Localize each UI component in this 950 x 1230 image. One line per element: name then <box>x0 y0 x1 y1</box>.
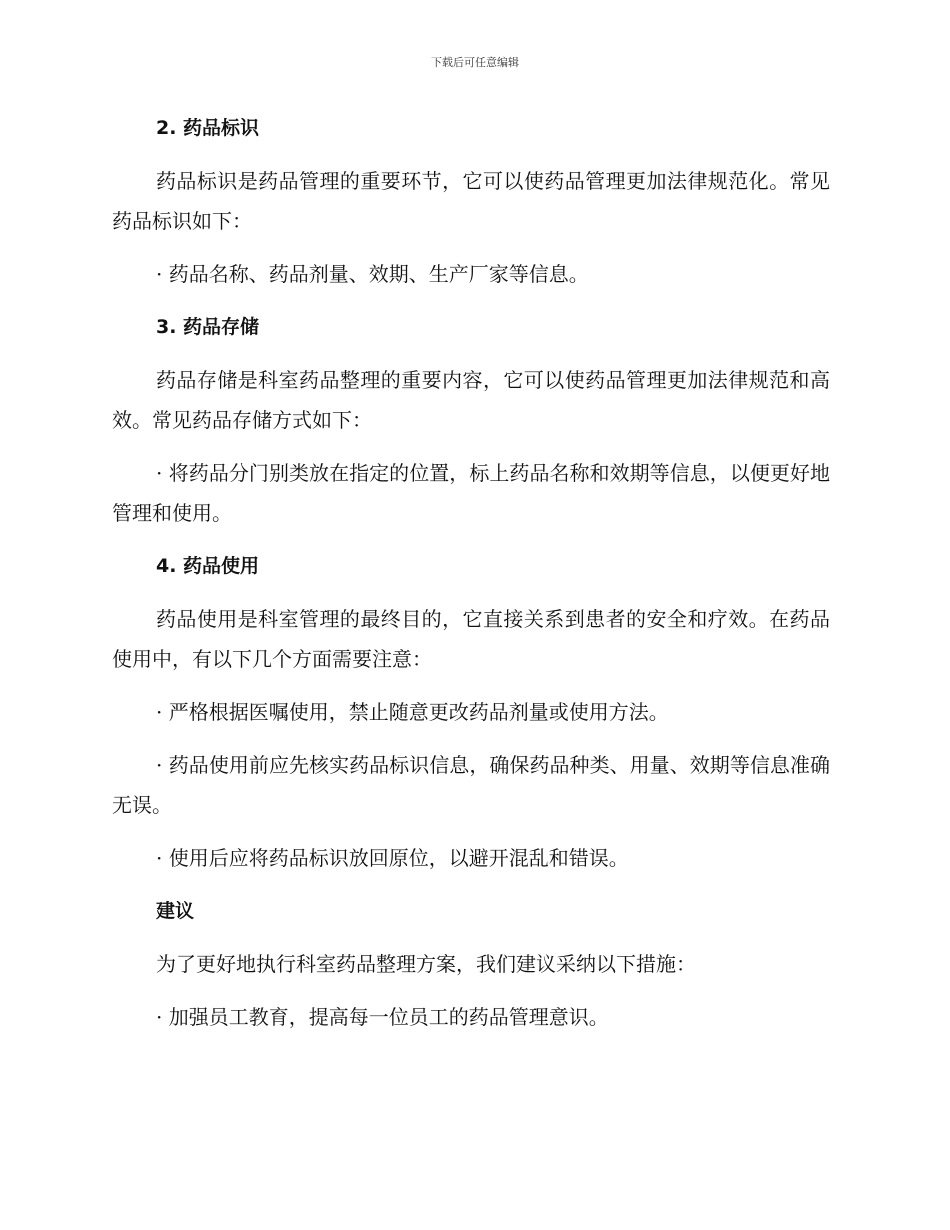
section-heading-labeling: 2. 药品标识 <box>156 117 260 139</box>
paragraph-storage-intro: 药品存储是科室药品整理的重要内容，它可以使药品管理更加法律规范和高效。常见药品存储方式如下： <box>112 368 830 432</box>
page-header: 下载后可任意编辑 <box>431 56 519 69</box>
document-body <box>112 108 830 1050</box>
section-heading-usage: 4. 药品使用 <box>156 555 260 577</box>
bullet-suggestions-education: · 加强员工教育，提高每一位员工的药品管理意识。 <box>156 1005 609 1029</box>
section-heading-storage: 3. 药品存储 <box>156 316 260 338</box>
bullet-usage-prescription: · 严格根据医嘱使用，禁止随意更改药品剂量或使用方法。 <box>156 700 669 724</box>
bullet-labeling-info: · 药品名称、药品剂量、效期、生产厂家等信息。 <box>156 262 589 286</box>
paragraph-usage-intro: 药品使用是科室管理的最终目的，它直接关系到患者的安全和疗效。在药品使用中，有以下几个方面需要注意： <box>112 607 830 671</box>
paragraph-labeling-intro: 药品标识是药品管理的重要环节，它可以使药品管理更加法律规范化。常见药品标识如下： <box>112 169 830 233</box>
bullet-usage-return: · 使用后应将药品标识放回原位，以避开混乱和错误。 <box>156 846 629 870</box>
section-heading-suggestions: 建议 <box>156 900 195 922</box>
bullet-usage-verify: · 药品使用前应先核实药品标识信息，确保药品种类、用量、效期等信息准确无误。 <box>112 753 830 817</box>
bullet-storage-method: · 将药品分门别类放在指定的位置，标上药品名称和效期等信息，以便更好地管理和使用。 <box>112 461 830 525</box>
paragraph-suggestions-intro: 为了更好地执行科室药品整理方案，我们建议采纳以下措施： <box>156 952 696 976</box>
